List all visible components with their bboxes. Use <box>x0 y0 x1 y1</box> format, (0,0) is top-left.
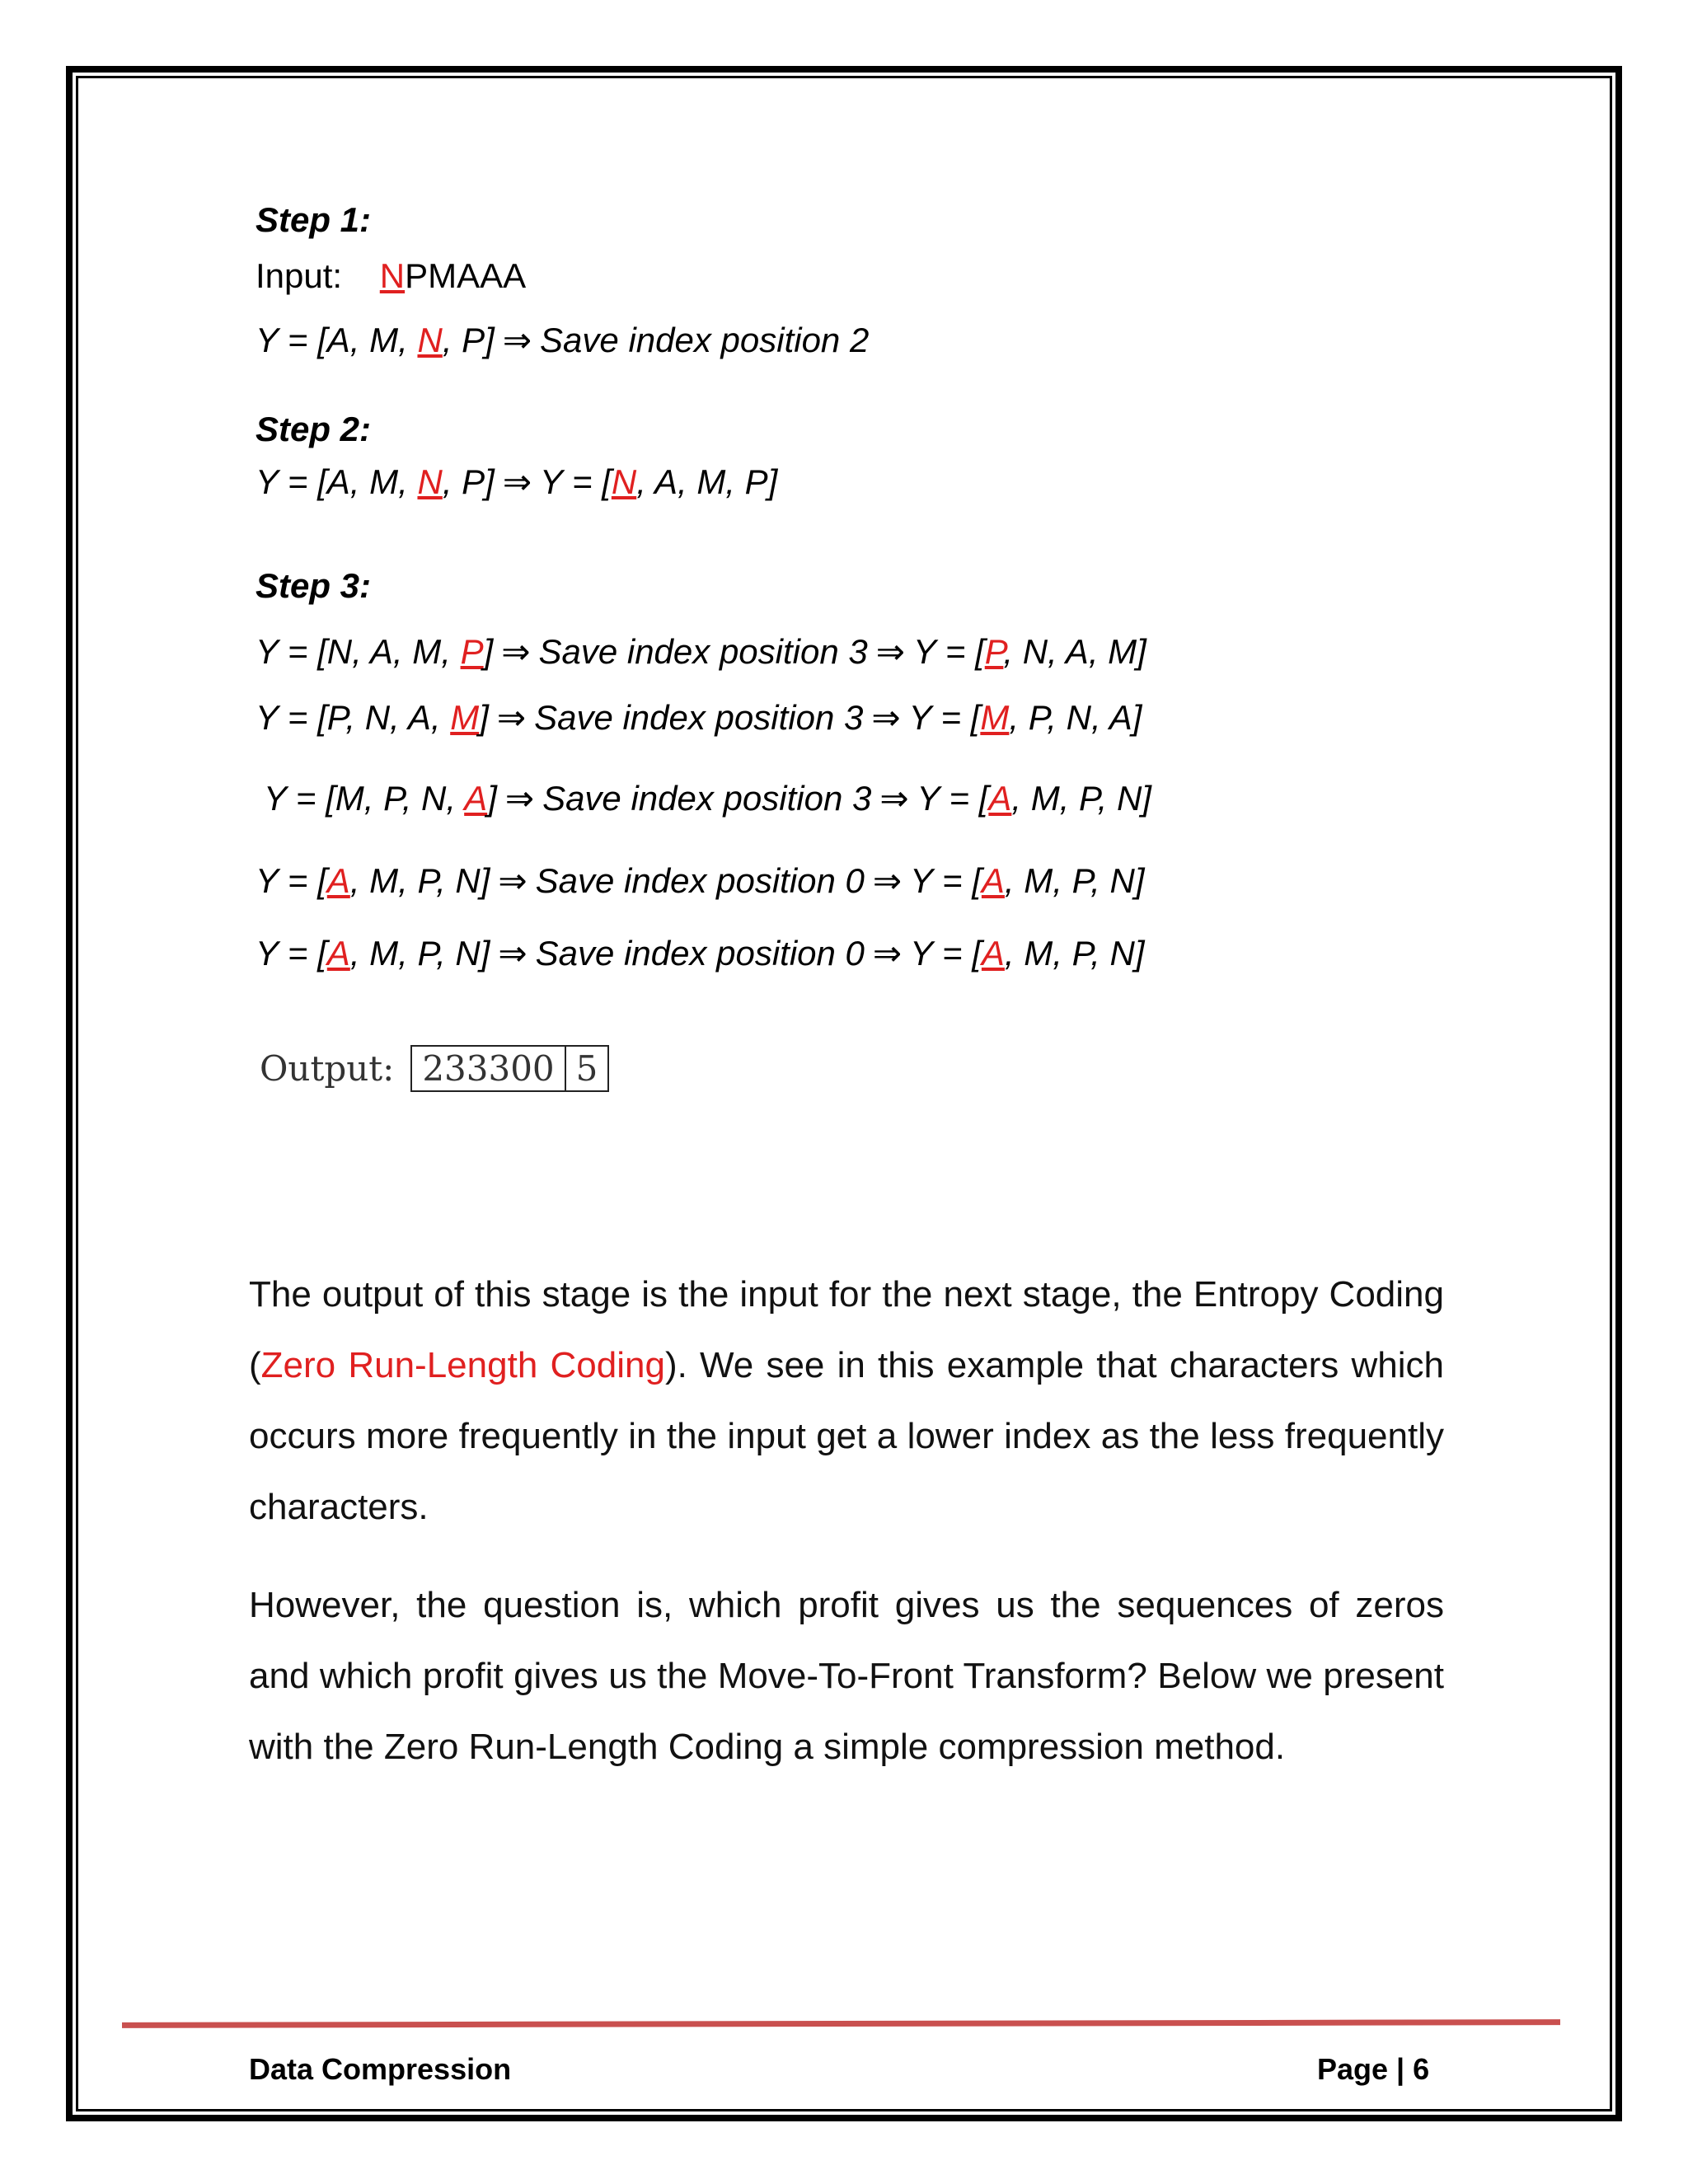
implies-arrow: ⇒ <box>498 861 528 900</box>
eq-result-pre: Y = [ <box>910 861 982 900</box>
eq-result-post: , P, N, A] <box>1009 698 1142 737</box>
eq-save: Save index position 2 <box>540 321 870 359</box>
eq-post: , P] <box>442 462 495 501</box>
implies-arrow: ⇒ <box>502 462 532 501</box>
implies-arrow: ⇒ <box>504 779 535 818</box>
eq-result-pre: Y = [ <box>910 934 982 972</box>
eq-result-highlight: P <box>984 632 1004 671</box>
eq-result-highlight: A <box>981 861 1005 900</box>
paragraph-1-text-a: The output of this stage is the input for the next stage, the Entropy Coding ( <box>249 1274 1444 1385</box>
step-3-equation-4 <box>256 861 1145 900</box>
eq-pre: Y = [A, M, <box>256 321 418 359</box>
eq-result-highlight: A <box>988 779 1012 818</box>
input-label: Input: <box>256 256 343 295</box>
eq-save: Save index position 0 <box>535 861 865 900</box>
output-index: 5 <box>565 1047 608 1090</box>
eq-highlight: A <box>326 934 350 972</box>
eq-result-highlight: N <box>611 462 637 501</box>
eq-highlight: N <box>417 462 443 501</box>
step-3-equation-1 <box>256 632 1146 671</box>
eq-highlight: M <box>450 698 480 737</box>
implies-arrow: ⇒ <box>879 779 909 818</box>
paragraph-1-text-b: ). We see in this example that characters which occurs more frequently in the input get a lower index as the less frequently characters. <box>249 1345 1444 1527</box>
eq-save: Save index position 3 <box>534 698 864 737</box>
input-rest: PMAAA <box>405 256 527 295</box>
eq-result-post: , A, M, P] <box>636 462 778 501</box>
eq-result-post: , M, P, N] <box>1011 779 1151 818</box>
output-label: Output: <box>260 1048 395 1089</box>
eq-result-pre: Y = [ <box>540 462 612 501</box>
eq-save: Save index position 3 <box>538 632 868 671</box>
eq-result-highlight: A <box>981 934 1005 972</box>
eq-pre: Y = [ <box>256 934 327 972</box>
implies-arrow: ⇒ <box>875 632 905 671</box>
step-1-equation <box>256 323 869 358</box>
step-3-equation-5 <box>256 936 1145 971</box>
eq-pre: Y = [N, A, M, <box>256 632 461 671</box>
step-3-equation-3 <box>264 781 1151 816</box>
page-number: Page | 6 <box>1317 2052 1430 2086</box>
output-line <box>260 1045 609 1092</box>
step-1-input <box>256 256 527 295</box>
step-2-title: Step 2: <box>256 410 372 448</box>
eq-pre: Y = [M, P, N, <box>264 779 465 818</box>
implies-arrow: ⇒ <box>871 698 901 737</box>
eq-result-pre: Y = [ <box>917 779 989 818</box>
eq-post: ] <box>483 632 494 671</box>
eq-highlight: N <box>417 321 443 359</box>
eq-highlight: A <box>464 779 488 818</box>
eq-save: Save index position 0 <box>535 934 865 972</box>
implies-arrow: ⇒ <box>872 861 903 900</box>
paragraph-1-highlight: Zero Run-Length Coding <box>260 1345 665 1385</box>
eq-highlight: P <box>460 632 484 671</box>
implies-arrow: ⇒ <box>496 698 527 737</box>
step-1-title: Step 1: <box>256 200 372 239</box>
implies-arrow: ⇒ <box>872 934 903 972</box>
implies-arrow: ⇒ <box>498 934 528 972</box>
eq-pre: Y = [ <box>256 861 327 900</box>
eq-post: , M, P, N] <box>349 934 490 972</box>
eq-pre: Y = [P, N, A, <box>256 698 451 737</box>
page-border-inner <box>76 76 1612 2111</box>
eq-result-pre: Y = [ <box>912 632 985 671</box>
eq-result-highlight: M <box>980 698 1010 737</box>
eq-post: ] <box>487 779 497 818</box>
output-box <box>410 1045 609 1092</box>
step-3-equation-2 <box>256 698 1142 737</box>
eq-post: , M, P, N] <box>349 861 490 900</box>
step-3-title: Step 3: <box>256 566 372 605</box>
eq-pre: Y = [A, M, <box>256 462 418 501</box>
paragraph-1 <box>249 1259 1444 1543</box>
implies-arrow: ⇒ <box>501 632 531 671</box>
input-highlight: N <box>379 256 406 295</box>
eq-highlight: A <box>326 861 350 900</box>
paragraph-2: However, the question is, which profit gives us the sequences of zeros and which profit gives us the Move-To-Front Transform? Below we present with the Zero Run-Length Coding a simple compression method. <box>249 1585 1444 1767</box>
footer-title: Data Compression <box>249 2052 512 2086</box>
eq-save: Save index position 3 <box>542 779 872 818</box>
eq-result-post: , M, P, N] <box>1004 934 1145 972</box>
eq-result-pre: Y = [ <box>908 698 981 737</box>
eq-post: , P] <box>442 321 495 359</box>
implies-arrow: ⇒ <box>502 321 532 359</box>
eq-result-post: , M, P, N] <box>1004 861 1145 900</box>
eq-result-post: , N, A, M] <box>1003 632 1146 671</box>
eq-post: ] <box>479 698 489 737</box>
step-2-equation <box>256 462 778 501</box>
output-value: 233300 <box>422 1048 555 1089</box>
